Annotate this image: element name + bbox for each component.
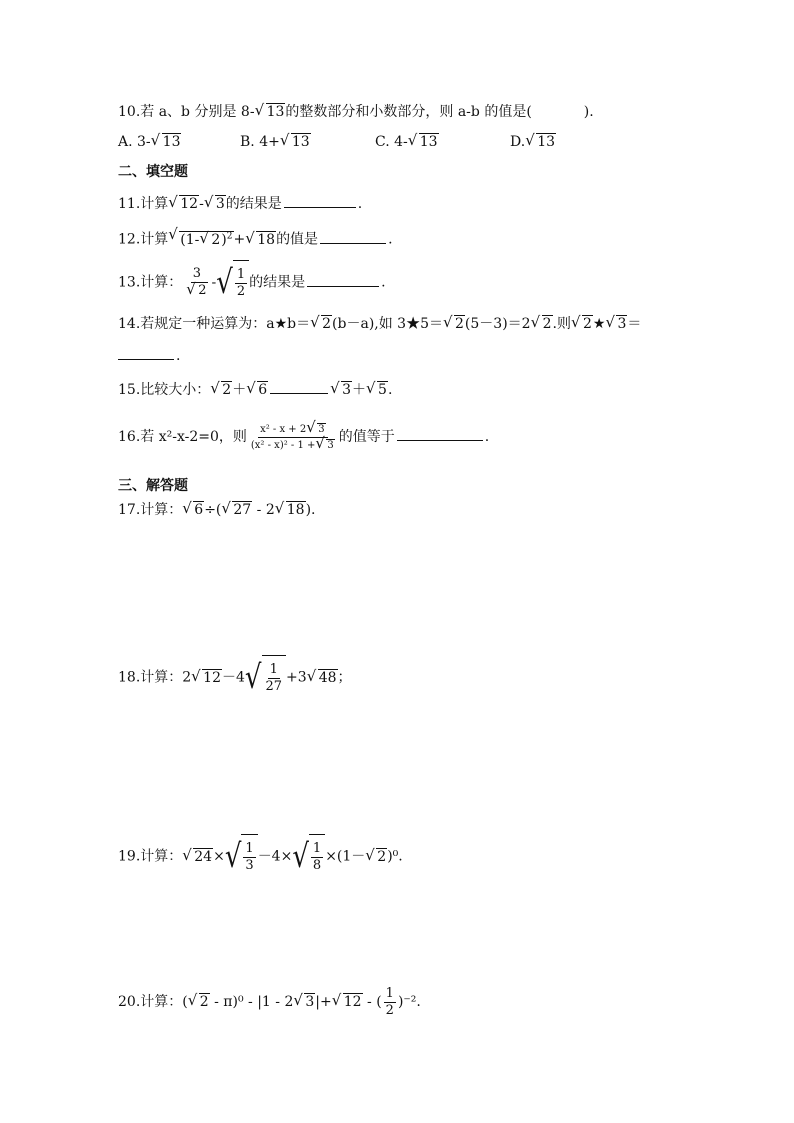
numerator: 1 (312, 840, 322, 856)
section-heading-fill-blank: 二、填空题 (118, 164, 188, 180)
radicand: 24 (194, 848, 213, 865)
sqrt-symbol (152, 132, 182, 152)
q14-text-d: .则 (552, 316, 571, 332)
q11-text-a: 11.计算 (118, 196, 169, 212)
option-c-label: C. 4- (375, 134, 408, 150)
sqrt-symbol (526, 132, 556, 152)
denominator-text: (x² - x)² - 1 + (250, 439, 316, 451)
radicand (233, 260, 249, 305)
q12-inner-b: ) (221, 231, 227, 248)
denominator: 27 (265, 678, 283, 694)
question-12 (118, 226, 393, 250)
q18-text-b: －4 (222, 669, 245, 686)
sqrt-symbol (216, 260, 249, 305)
option-d-label: D. (510, 134, 526, 150)
radicand (241, 834, 257, 879)
q14-text-a: 14.若规定一种运算为：a★b＝ (118, 316, 311, 332)
q17-text-b: ÷( (204, 502, 222, 518)
q20-text-b: - π)⁰ - |1 - 2 (209, 994, 294, 1010)
exponent: 2 (226, 231, 233, 241)
fraction (311, 841, 323, 874)
sqrt-symbol (189, 980, 210, 1024)
answer-blank[interactable] (118, 347, 174, 360)
radical-mark: √ (244, 658, 262, 697)
question-18 (118, 655, 352, 700)
denominator: 3 (245, 857, 254, 873)
q20-text-d: - ( (362, 994, 382, 1010)
radicand: 13 (537, 134, 556, 150)
q18-text-a: 18.计算：2 (118, 669, 192, 686)
q11-text-b: - (199, 196, 204, 212)
radical-mark: √ (292, 837, 309, 876)
radicand: 2 (582, 316, 592, 332)
option-b-label: B. 4+ (240, 134, 280, 150)
numerator: 1 (269, 661, 278, 677)
fraction (264, 662, 285, 695)
q19-text-e: )⁰. (387, 848, 403, 865)
sqrt-symbol (169, 194, 199, 214)
sqrt-symbol (333, 980, 363, 1024)
radical-mark: √ (216, 263, 233, 302)
radicand: 18 (257, 231, 276, 248)
q15-text-c: ＋ (352, 382, 367, 398)
question-17 (118, 500, 316, 520)
fraction (235, 267, 247, 300)
sqrt-symbol (169, 226, 233, 250)
q17-text-d: ). (305, 502, 316, 518)
numerator: 1 (236, 266, 246, 282)
q11-text-d: . (357, 196, 363, 212)
numerator: 3 (192, 266, 202, 281)
q18-text-d: ； (337, 669, 352, 686)
sqrt-symbol (205, 194, 226, 214)
q16-text-a: 16.若 x²-x-2=0，则 (118, 429, 247, 445)
radicand: 13 (419, 134, 438, 150)
q17-text-a: 17.计算： (118, 502, 183, 518)
question-13 (118, 260, 386, 305)
q12-text-b: + (233, 231, 246, 248)
denominator: 2 (385, 1002, 394, 1018)
radicand (309, 834, 325, 879)
question-19 (118, 834, 403, 879)
fraction (184, 266, 209, 299)
q20-text-a: 20.计算：( (118, 994, 188, 1010)
q12-text-d: . (388, 231, 393, 248)
q12-text-a: 12.计算 (118, 231, 169, 248)
sqrt-symbol (294, 980, 315, 1024)
radicand: 2 (198, 283, 207, 298)
answer-blank[interactable] (397, 428, 483, 441)
sqrt-symbol (366, 835, 387, 879)
answer-blank[interactable] (320, 231, 386, 244)
radicand: 18 (286, 502, 305, 518)
q12-text-c: 的值是 (276, 231, 319, 248)
numerator: 1 (245, 840, 254, 856)
section-heading-solve: 三、解答题 (118, 478, 188, 494)
q14-text-g: . (176, 348, 181, 364)
option-c[interactable] (375, 132, 439, 152)
denominator: 8 (312, 857, 322, 873)
q10-stem-a: 10.若 a、b 分别是 8- (118, 104, 255, 120)
sqrt-symbol (308, 656, 338, 700)
q18-text-c: +3 (286, 669, 307, 686)
sqrt-symbol (311, 314, 332, 334)
radicand: 5 (378, 382, 387, 398)
sqrt-symbol (183, 835, 213, 879)
sqrt-symbol (256, 102, 286, 122)
numerator: 1 (385, 985, 394, 1001)
radicand: 2 (211, 231, 221, 248)
denominator: 2 (236, 283, 246, 299)
radicand: 2 (542, 316, 552, 332)
sqrt-symbol (331, 380, 352, 400)
answer-blank[interactable] (270, 381, 328, 394)
option-a-label: A. 3- (118, 134, 151, 150)
q20-text-c: |+ (315, 994, 332, 1010)
sqrt-symbol (606, 314, 627, 334)
q19-text-a: 19.计算： (118, 848, 183, 865)
sqrt-symbol (292, 834, 325, 879)
radicand: 48 (318, 669, 337, 686)
sqrt-symbol (276, 500, 306, 520)
question-20 (118, 980, 421, 1024)
fraction (249, 422, 337, 453)
sqrt-symbol (409, 132, 439, 152)
q14-text-b: (b－a),如 3★5＝ (332, 316, 443, 332)
radicand: 6 (194, 502, 204, 518)
q10-stem-b: 的整数部分和小数部分，则 a-b 的值是( (285, 104, 532, 120)
sqrt-symbol (222, 500, 252, 520)
radicand: 2 (377, 848, 387, 865)
radicand: 12 (180, 196, 199, 212)
radicand: 12 (203, 669, 221, 686)
numerator-text: x² - x + 2 (260, 423, 307, 435)
radicand: 2 (322, 316, 332, 332)
q16-text-b: 的值等于 (338, 429, 395, 445)
sqrt-symbol (532, 314, 553, 334)
radicand: 3 (617, 316, 627, 332)
question-14 (118, 314, 641, 334)
radicand: 12 (343, 994, 362, 1010)
sqrt-symbol (281, 132, 311, 152)
sqrt-symbol (187, 283, 207, 299)
q12-inner-a: (1- (180, 231, 200, 248)
radicand: 2 (222, 382, 232, 398)
sqrt-symbol (246, 230, 276, 250)
sqrt-symbol (200, 230, 221, 250)
radicand: 2 (455, 316, 464, 332)
radicand: 3 (327, 439, 334, 451)
q19-text-d: ×(1－ (325, 848, 366, 865)
option-b[interactable] (240, 132, 311, 152)
sqrt-symbol (192, 656, 222, 700)
radicand: 13 (162, 134, 181, 150)
q19-text-b: × (213, 848, 225, 865)
q11-text-c: 的结果是 (225, 196, 282, 212)
sqrt-symbol (245, 655, 286, 700)
sqrt-symbol (444, 314, 465, 334)
question-16 (118, 414, 489, 460)
radicand: 3 (305, 994, 315, 1010)
fraction (243, 841, 255, 874)
q15-text-a: 15.比较大小： (118, 382, 211, 398)
question-10-options (118, 132, 678, 152)
fraction (384, 986, 396, 1019)
radical-mark: √ (224, 837, 242, 876)
radicand: 3 (318, 423, 325, 435)
radicand: 13 (266, 104, 285, 120)
q13-text-d: . (381, 274, 386, 291)
question-14-answer-line (118, 346, 180, 366)
q13-text-a: 13.计算： (118, 274, 183, 291)
q19-text-c: －4× (257, 848, 293, 865)
q16-text-c: . (484, 429, 490, 445)
option-a[interactable] (118, 132, 181, 152)
q13-text-b: - (211, 274, 217, 291)
q14-text-f: ＝ (627, 316, 642, 332)
q20-text-e: )⁻². (397, 994, 421, 1010)
denominator (249, 438, 337, 453)
radicand: 13 (291, 134, 310, 150)
q10-stem-c: ). (583, 104, 594, 120)
radicand: 3 (342, 382, 352, 398)
sqrt-symbol (316, 438, 334, 453)
sqrt-symbol (367, 380, 388, 400)
option-d[interactable] (510, 132, 556, 152)
radicand (262, 655, 287, 700)
denominator (184, 283, 209, 299)
q15-text-b: ＋ (232, 382, 247, 398)
answer-blank[interactable] (307, 274, 379, 287)
sqrt-symbol (247, 380, 268, 400)
sqrt-symbol (183, 500, 204, 520)
sqrt-symbol (225, 834, 258, 879)
question-11 (118, 194, 362, 214)
radicand: 3 (215, 196, 225, 212)
sqrt-symbol (211, 380, 232, 400)
q14-text-c: (5－3)＝2 (464, 316, 531, 332)
sqrt-symbol (572, 314, 593, 334)
radicand: 27 (233, 502, 252, 518)
question-10 (118, 102, 594, 122)
question-15 (118, 380, 392, 400)
radicand: 6 (258, 382, 268, 398)
q13-text-c: 的结果是 (249, 274, 306, 291)
answer-blank[interactable] (284, 195, 356, 208)
q17-text-c: - 2 (252, 502, 275, 518)
radicand (179, 231, 233, 248)
radicand: 2 (199, 994, 209, 1010)
q14-text-e: ★ (592, 316, 606, 332)
q15-text-d: . (387, 382, 393, 398)
